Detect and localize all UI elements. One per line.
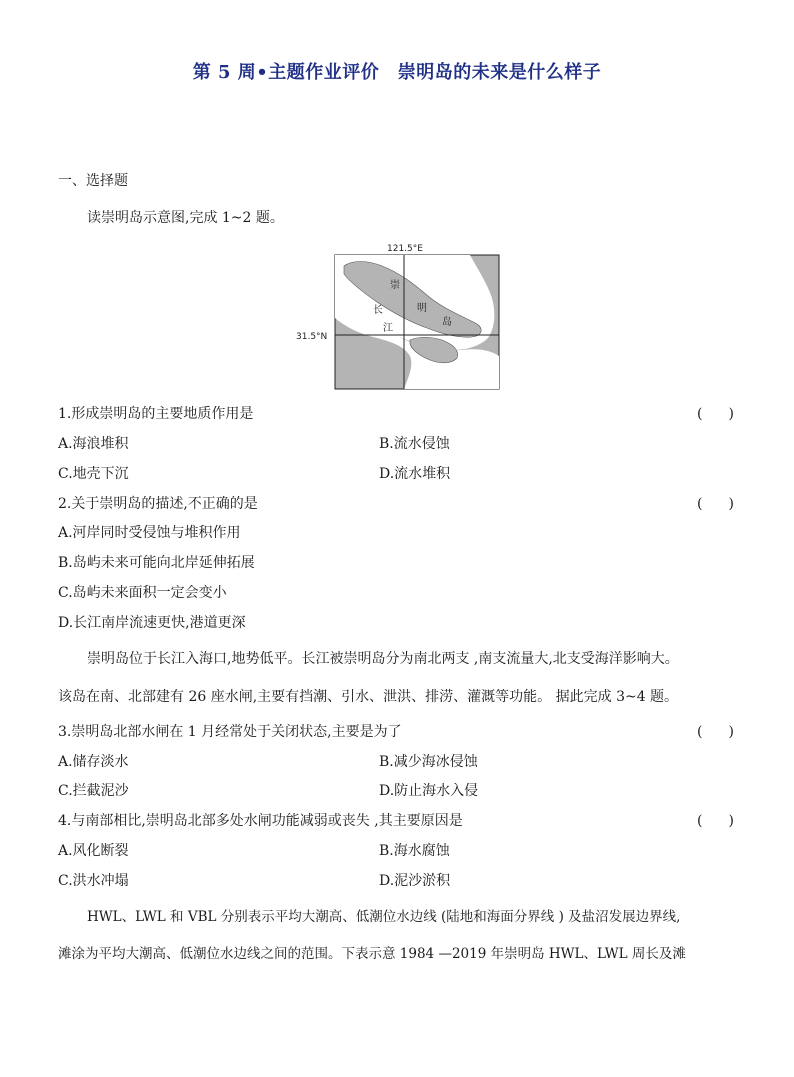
chongming-island-map xyxy=(292,238,512,398)
question-4-option-c[interactable]: C.洪水冲塌 xyxy=(58,873,129,889)
question-1-answer-blank[interactable]: ( ) xyxy=(697,406,740,422)
section-heading: 一、选择题 xyxy=(58,173,128,189)
question-3-option-b[interactable]: B.减少海冰侵蚀 xyxy=(379,754,478,770)
question-2-stem: 2.关于崇明岛的描述,不正确的是 xyxy=(58,496,258,512)
question-4-answer-blank[interactable]: ( ) xyxy=(697,813,740,829)
question-1-stem: 1.形成崇明岛的主要地质作用是 xyxy=(58,406,254,422)
passage-3-4-line-1: 崇明岛位于长江入海口,地势低平。长江被崇明岛分为南北两支 ,南支流量大,北支受海洋影响大。 xyxy=(87,651,679,667)
passage-5-line-2: 滩涂为平均大潮高、低潮位水边线之间的范围。下表示意 1984 —2019 年崇明岛 HWL、LWL 周长及滩 xyxy=(58,946,686,962)
river-char-1: 长 xyxy=(373,305,383,316)
longitude-label: 121.5°E xyxy=(387,244,423,254)
question-1-option-d[interactable]: D.流水堆积 xyxy=(379,466,451,482)
question-1-option-b[interactable]: B.流水侵蚀 xyxy=(379,436,450,452)
question-2-option-d[interactable]: D.长江南岸流速更快,港道更深 xyxy=(58,615,246,631)
island-char-2: 明 xyxy=(417,303,427,314)
question-2-option-a[interactable]: A.河岸同时受侵蚀与堆积作用 xyxy=(58,525,241,541)
question-4-option-d[interactable]: D.泥沙淤积 xyxy=(379,873,451,889)
question-2-option-c[interactable]: C.岛屿未来面积一定会变小 xyxy=(58,585,227,601)
passage-5-line-1: HWL、LWL 和 VBL 分别表示平均大潮高、低潮位水边线 (陆地和海面分界线 ) 及盐沼发展边界线, xyxy=(87,909,681,925)
question-4-option-b[interactable]: B.海水腐蚀 xyxy=(379,843,450,859)
latitude-label: 31.5°N xyxy=(296,332,328,342)
river-char-2: 江 xyxy=(383,323,393,334)
question-1-option-c[interactable]: C.地壳下沉 xyxy=(58,466,129,482)
intro-q1-2: 读崇明岛示意图,完成 1~2 题。 xyxy=(87,210,284,226)
question-3-option-d[interactable]: D.防止海水入侵 xyxy=(379,783,479,799)
question-3-answer-blank[interactable]: ( ) xyxy=(697,724,740,740)
map-figure xyxy=(292,238,512,398)
question-3-option-c[interactable]: C.拦截泥沙 xyxy=(58,783,129,799)
island-char-1: 崇 xyxy=(390,280,400,291)
page-title: 第 5 周•主题作业评价 崇明岛的未来是什么样子 xyxy=(192,62,602,83)
question-3-option-a[interactable]: A.储存淡水 xyxy=(58,754,129,770)
question-4-option-a[interactable]: A.风化断裂 xyxy=(58,843,129,859)
question-1-option-a[interactable]: A.海浪堆积 xyxy=(58,436,129,452)
question-2-option-b[interactable]: B.岛屿未来可能向北岸延伸拓展 xyxy=(58,555,255,571)
passage-3-4-line-2: 该岛在南、北部建有 26 座水闸,主要有挡潮、引水、泄洪、排涝、灌溉等功能。 据此完成 3~4 题。 xyxy=(58,689,679,705)
question-4-stem: 4.与南部相比,崇明岛北部多处水闸功能减弱或丧失 ,其主要原因是 xyxy=(58,813,463,829)
question-3-stem: 3.崇明岛北部水闸在 1 月经常处于关闭状态,主要是为了 xyxy=(58,724,402,740)
question-2-answer-blank[interactable]: ( ) xyxy=(697,496,740,512)
island-char-3: 岛 xyxy=(442,317,452,328)
